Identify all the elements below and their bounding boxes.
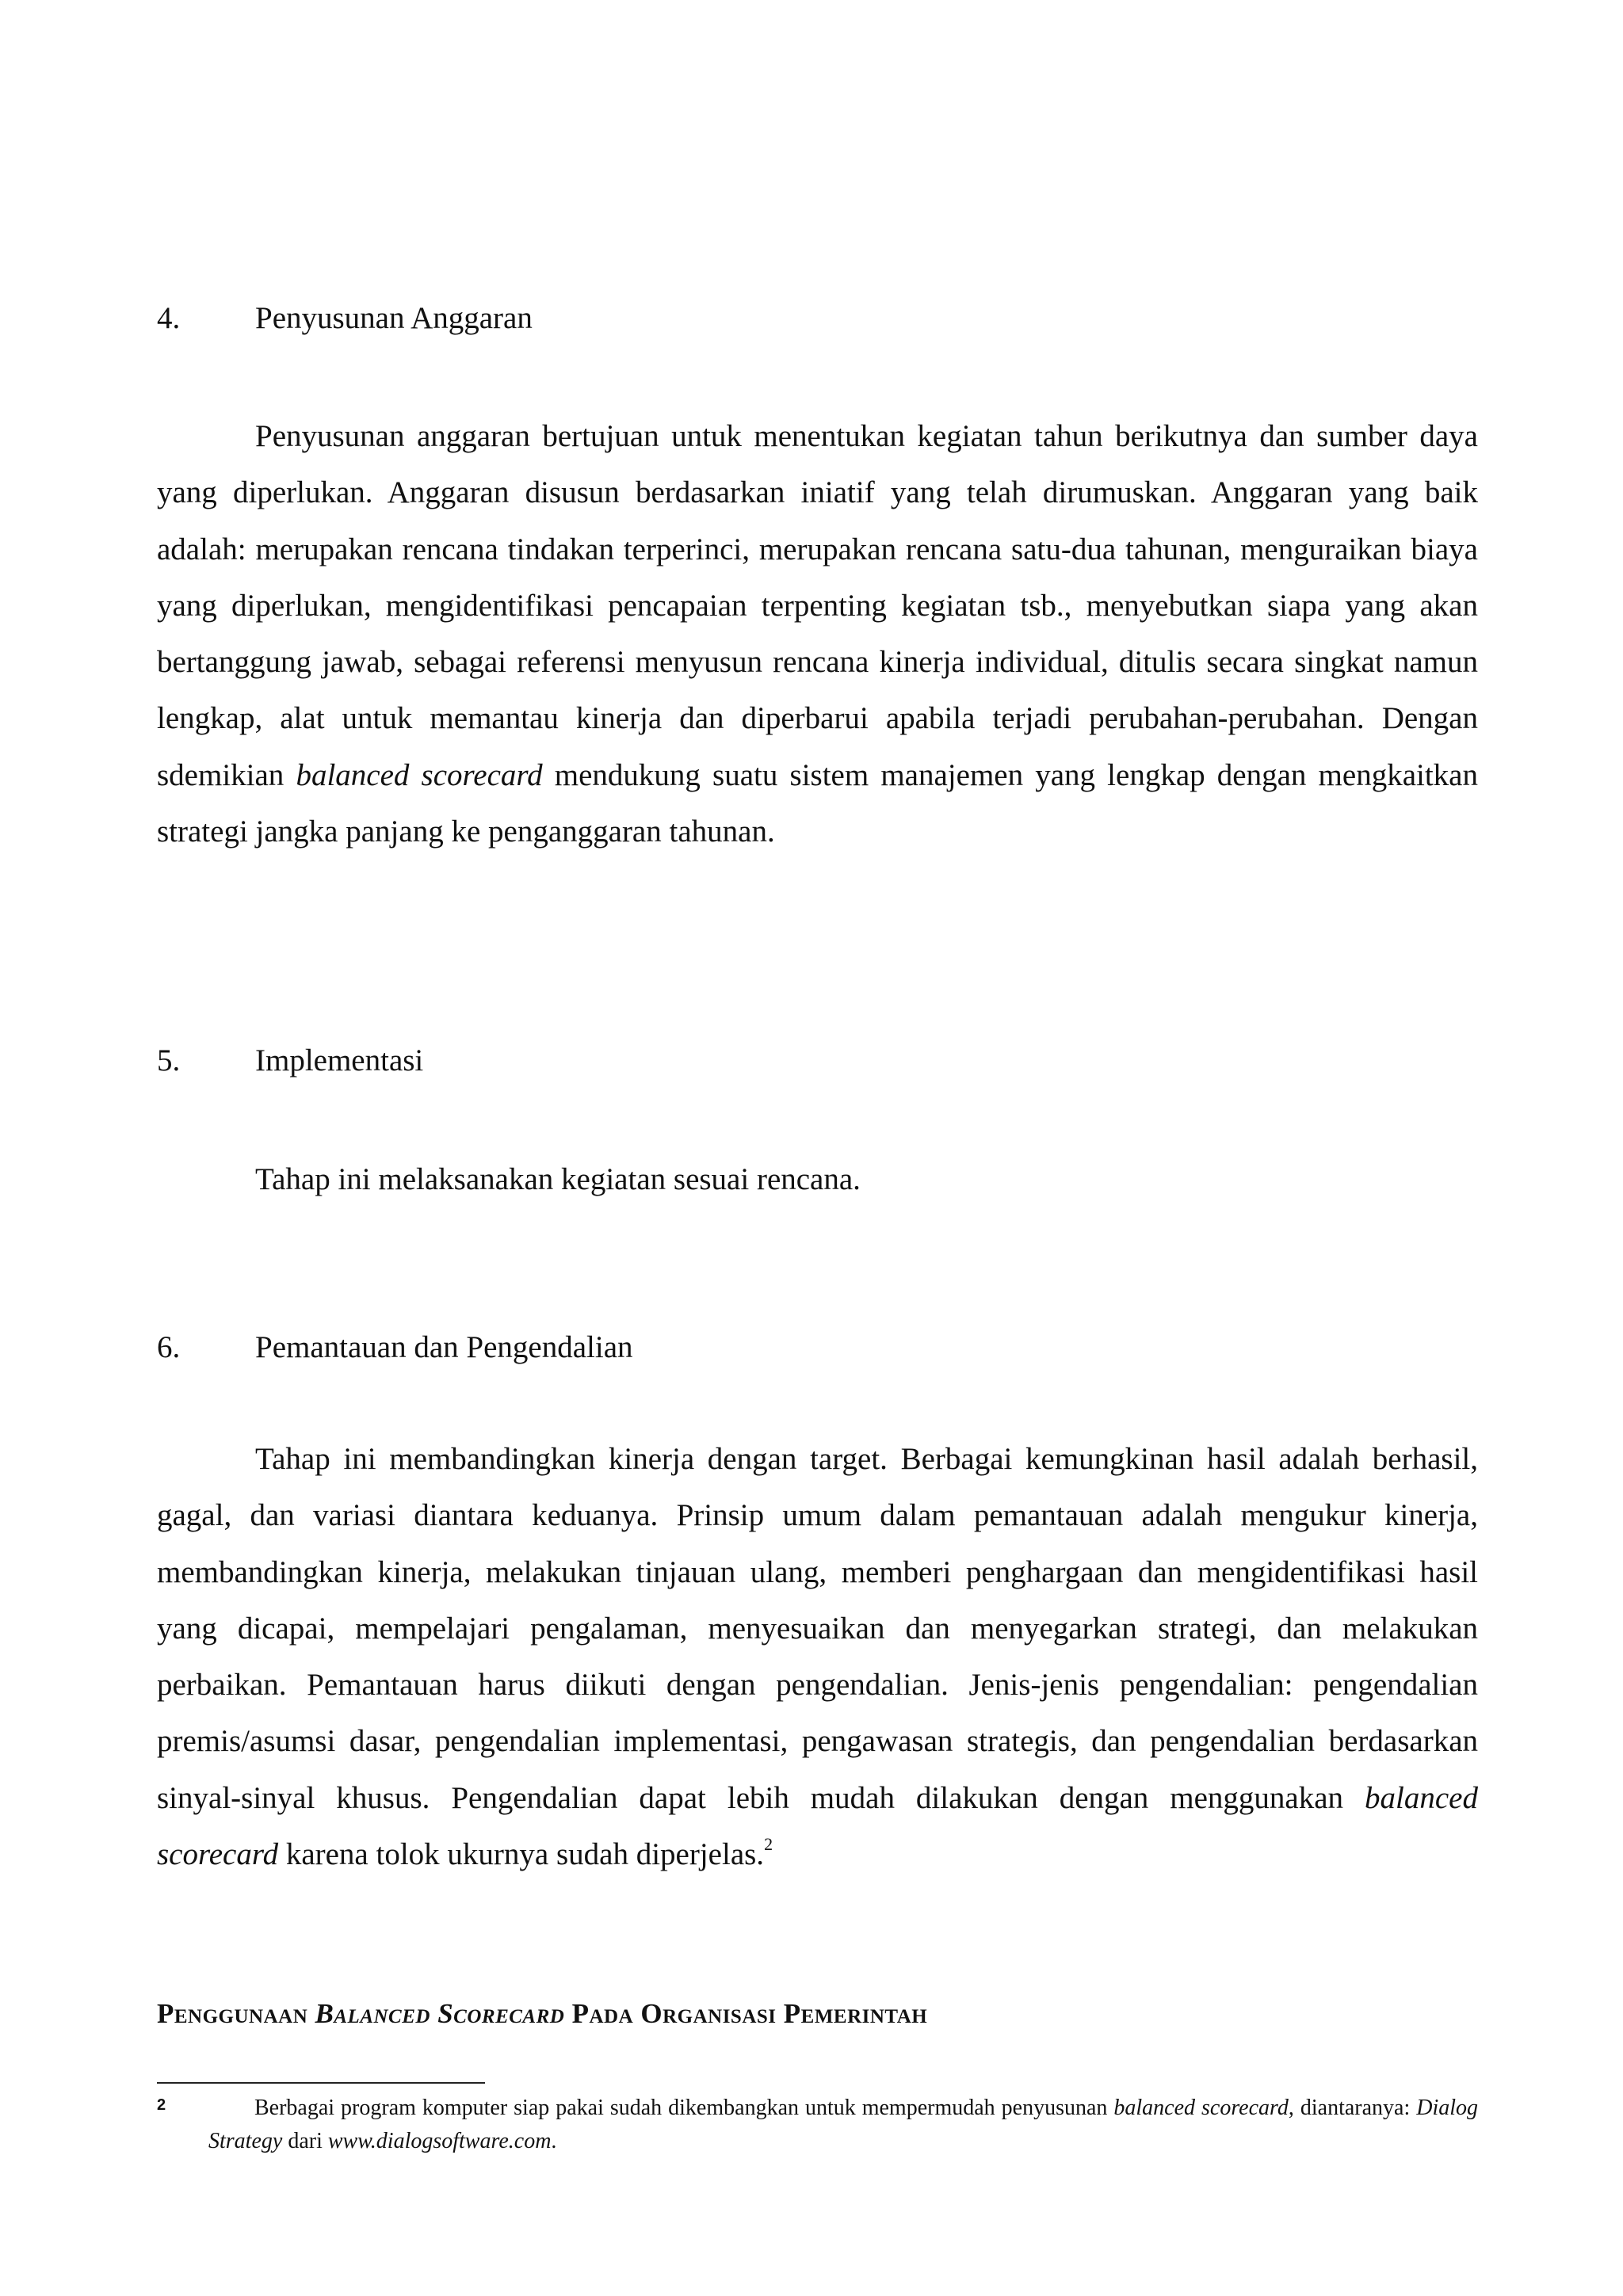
footnote-text-part: dari	[282, 2129, 328, 2153]
title-part: Pada Organisasi Pemerintah	[564, 1998, 928, 2029]
title-italic-part: Balanced Scorecard	[315, 1998, 565, 2029]
paragraph-italic-term: balanced scorecard	[157, 1780, 1478, 1872]
next-section-title	[157, 1998, 927, 2030]
section-title: Implementasi	[255, 1043, 424, 1077]
section-heading-5	[157, 1042, 423, 1080]
footnote-italic-term: balanced scorecard	[1113, 2096, 1289, 2120]
section-paragraph-5	[157, 1151, 1478, 1207]
section-number: 6.	[157, 1330, 181, 1364]
footnote-link[interactable]: www.dialogsoftware.com	[327, 2129, 552, 2153]
paragraph-text: Penyusunan anggaran bertujuan untuk menentukan kegiatan tahun berikutnya dan sumber daya yang diperlukan. Anggaran disusun berdasarkan iniatif yang telah dirumuskan. Anggaran yang baik adalah: merupakan rencana tindakan terperinci, merupakan rencana satu-dua tahunan, menguraikan biaya yang diperlukan, mengidentifikasi pencapaian terpenting kegiatan tsb., menyebutkan siapa yang akan bertanggung jawab, sebagai referensi menyusun rencana kinerja individual, ditulis secara singkat namun lengkap, alat untuk memantau kinerja dan diperbarui apabila terjadi perubahan-perubahan. Dengan sdemikian	[157, 419, 1478, 792]
section-paragraph-6	[157, 1431, 1478, 1882]
section-title: Penyusunan Anggaran	[255, 301, 533, 335]
paragraph-italic-term: balanced scorecard	[296, 757, 543, 792]
section-heading-6	[157, 1329, 633, 1367]
paragraph-text: Tahap ini membandingkan kinerja dengan target. Berbagai kemungkinan hasil adalah berhasil, gagal, dan variasi diantara keduanya. Prinsip umum dalam pemantauan adalah mengukur kinerja, membandingkan kinerja, melakukan tinjauan ulang, memberi penghargaan dan mengidentifikasi hasil yang dicapai, mempelajari pengalaman, menyesuaikan dan menyegarkan strategi, dan melakukan perbaikan. Pemantauan harus diikuti dengan pengendalian. Jenis-jenis pengendalian: pengendalian premis/asumsi dasar, pengendalian implementasi, pengawasan strategis, dan pengendalian berdasarkan sinyal-sinyal khusus. Pengendalian dapat lebih mudah dilakukan dengan menggunakan	[157, 1442, 1478, 1815]
section-number: 4.	[157, 301, 181, 335]
footnote-separator	[157, 2082, 485, 2084]
section-heading-4	[157, 299, 533, 338]
footnote-text-part: Berbagai program komputer siap pakai sudah dikembangkan untuk mempermudah penyusunan	[254, 2096, 1114, 2120]
paragraph-text: mendukung suatu sistem manajemen yang lengkap dengan mengkaitkan strategi jangka panjang ke penganggaran tahunan.	[157, 757, 1478, 849]
paragraph-text: Tahap ini melaksanakan kegiatan sesuai rencana.	[255, 1162, 861, 1196]
footnote-text-part: .	[551, 2129, 557, 2153]
title-part: Penggunaan	[157, 1998, 315, 2029]
section-title: Pemantauan dan Pengendalian	[255, 1330, 633, 1364]
footnote-italic-term: Dialog Strategy	[208, 2096, 1479, 2153]
footnote-mark: 2	[157, 2096, 166, 2114]
paragraph-text: karena tolok ukurnya sudah diperjelas.	[278, 1837, 765, 1872]
footnote	[157, 2092, 1478, 2158]
footnote-text-part: , diantaranya:	[1288, 2096, 1417, 2120]
footnote-reference[interactable]: 2	[764, 1834, 773, 1855]
section-paragraph-4	[157, 408, 1478, 860]
footnote-text	[208, 2092, 1478, 2158]
section-number: 5.	[157, 1043, 181, 1077]
